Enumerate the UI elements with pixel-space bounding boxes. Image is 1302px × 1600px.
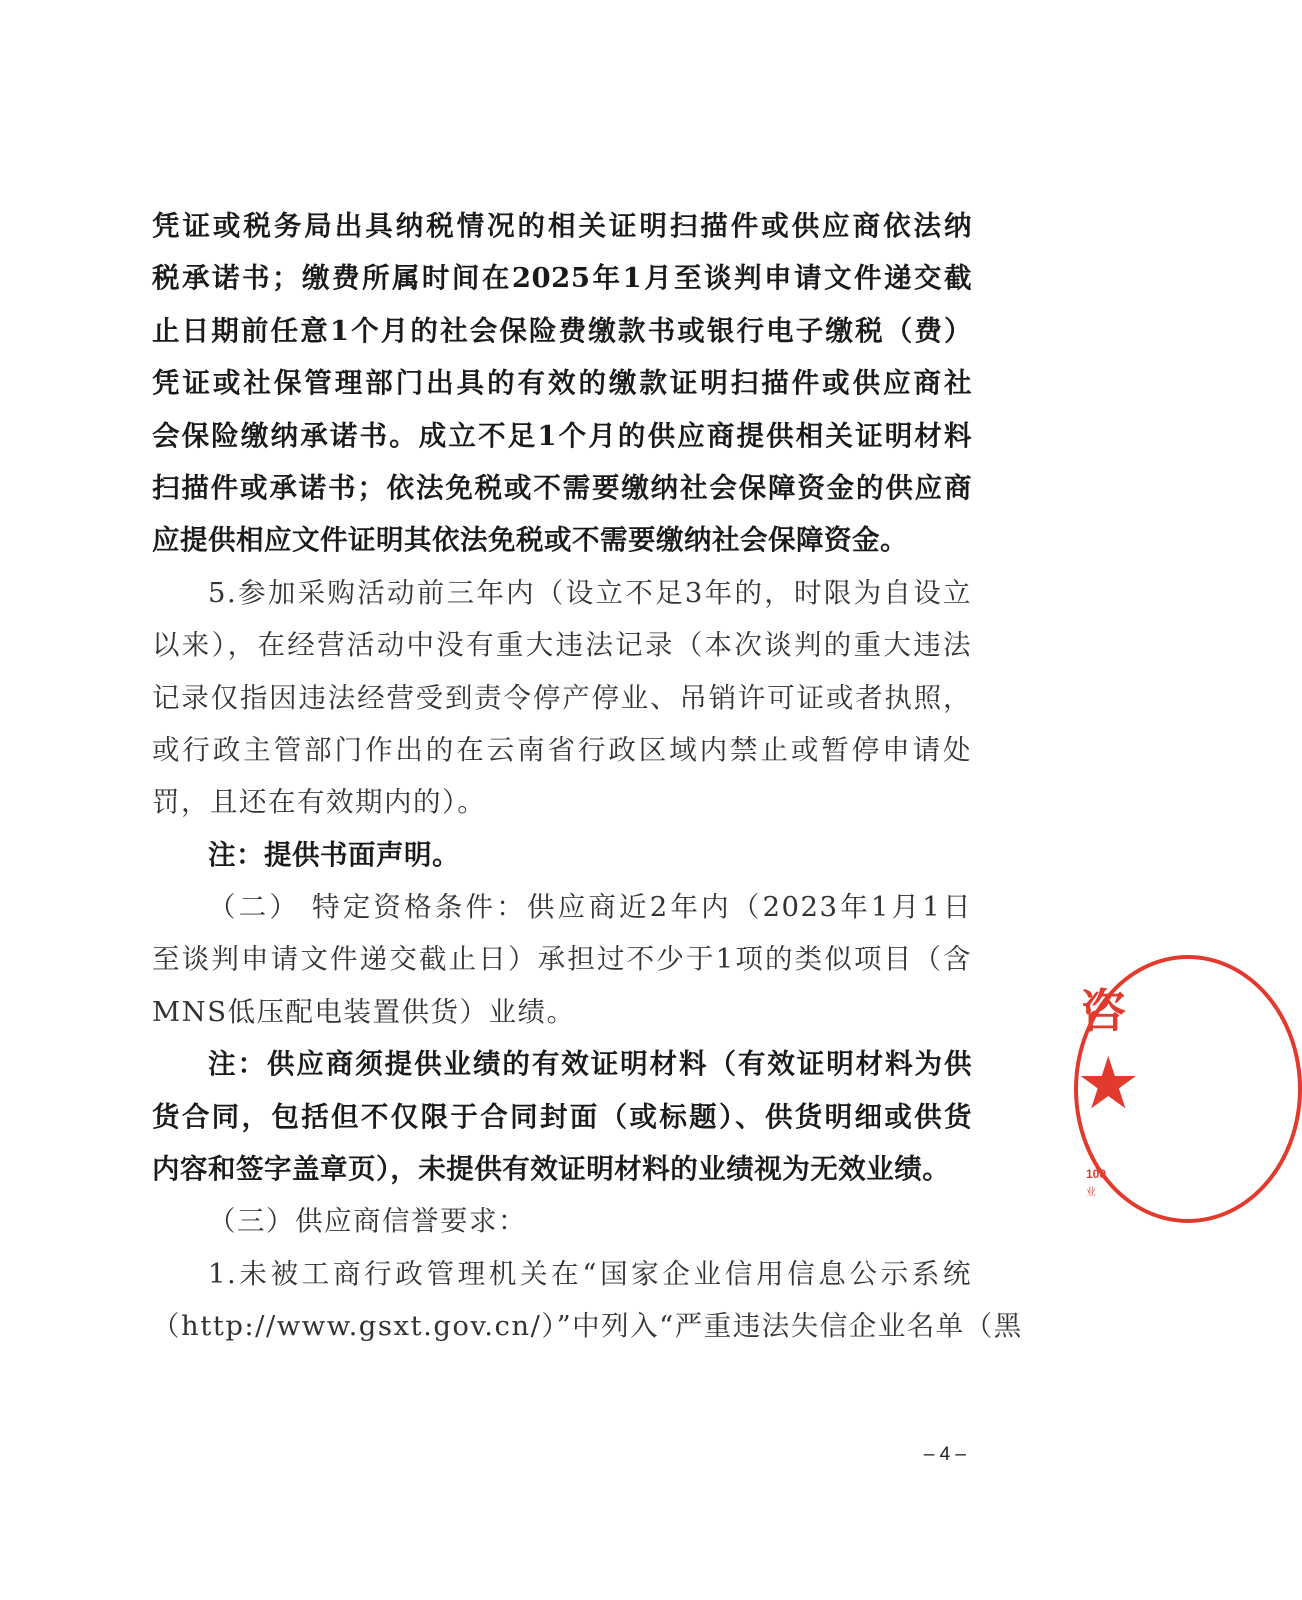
section-heading-line: （二） 特定资格条件：供应商近2年内（2023年1月1日 [208, 891, 972, 924]
paragraph-line: 凭证或社保管理部门出具的有效的缴款证明扫描件或供应商社 [152, 367, 972, 400]
star-icon: ★ [1076, 1041, 1141, 1125]
red-seal-stamp [1062, 955, 1202, 1225]
seal-small-text: 业 [1086, 1187, 1096, 1198]
paragraph-line: 或行政主管部门作出的在云南省行政区域内禁止或暂停申请处 [152, 733, 972, 766]
paragraph-line: （http://www.gsxt.gov.cn/）”中列入“严重违法失信企业名单（黑 [152, 1310, 1023, 1343]
seal-character: 咨 [1080, 984, 1126, 1038]
paragraph-line: 罚，且还在有效期内的）。 [152, 786, 487, 819]
seal-number: 100 [1086, 1167, 1107, 1181]
paragraph-line: 1.未被工商行政管理机关在“国家企业信用信息公示系统 [208, 1257, 972, 1290]
paragraph-line: 扫描件或承诺书；依法免税或不需要缴纳社会保障资金的供应商 [152, 471, 972, 504]
note-line: 内容和签字盖章页），未提供有效证明材料的业绩视为无效业绩。 [152, 1153, 951, 1186]
paragraph-line: 会保险缴纳承诺书。成立不足1个月的供应商提供相关证明材料 [152, 419, 972, 452]
paragraph-line: 凭证或税务局出具纳税情况的相关证明扫描件或供应商依法纳 [152, 210, 972, 242]
section-heading-line: （三）供应商信誉要求： [208, 1205, 527, 1238]
paragraph-line: 应提供相应文件证明其依法免税或不需要缴纳社会保障资金。 [152, 524, 908, 557]
paragraph-line: MNS低压配电装置供货）业绩。 [152, 995, 576, 1028]
note-line: 货合同，包括但不仅限于合同封面（或标题）、供货明细或供货 [152, 1100, 972, 1133]
paragraph-line: 记录仅指因违法经营受到责令停产停业、吊销许可证或者执照， [152, 681, 972, 714]
paragraph-line: 至谈判申请文件递交截止日）承担过不少于1项的类似项目（含 [152, 943, 972, 976]
paragraph-line: 止日期前任意1个月的社会保险费缴款书或银行电子缴税（费） [152, 314, 972, 347]
paragraph-line: 以来），在经营活动中没有重大违法记录（本次谈判的重大违法 [152, 629, 972, 662]
note-line: 注：提供书面声明。 [208, 838, 460, 871]
paragraph-line: 5.参加采购活动前三年内（设立不足3年的，时限为自设立 [208, 576, 972, 609]
note-line: 注：供应商须提供业绩的有效证明材料（有效证明材料为供 [208, 1048, 972, 1081]
paragraph-line: 税承诺书；缴费所属时间在2025年1月至谈判申请文件递交截 [152, 262, 972, 295]
page-number: – 4 – [923, 1444, 966, 1465]
document-body [152, 200, 1023, 1353]
